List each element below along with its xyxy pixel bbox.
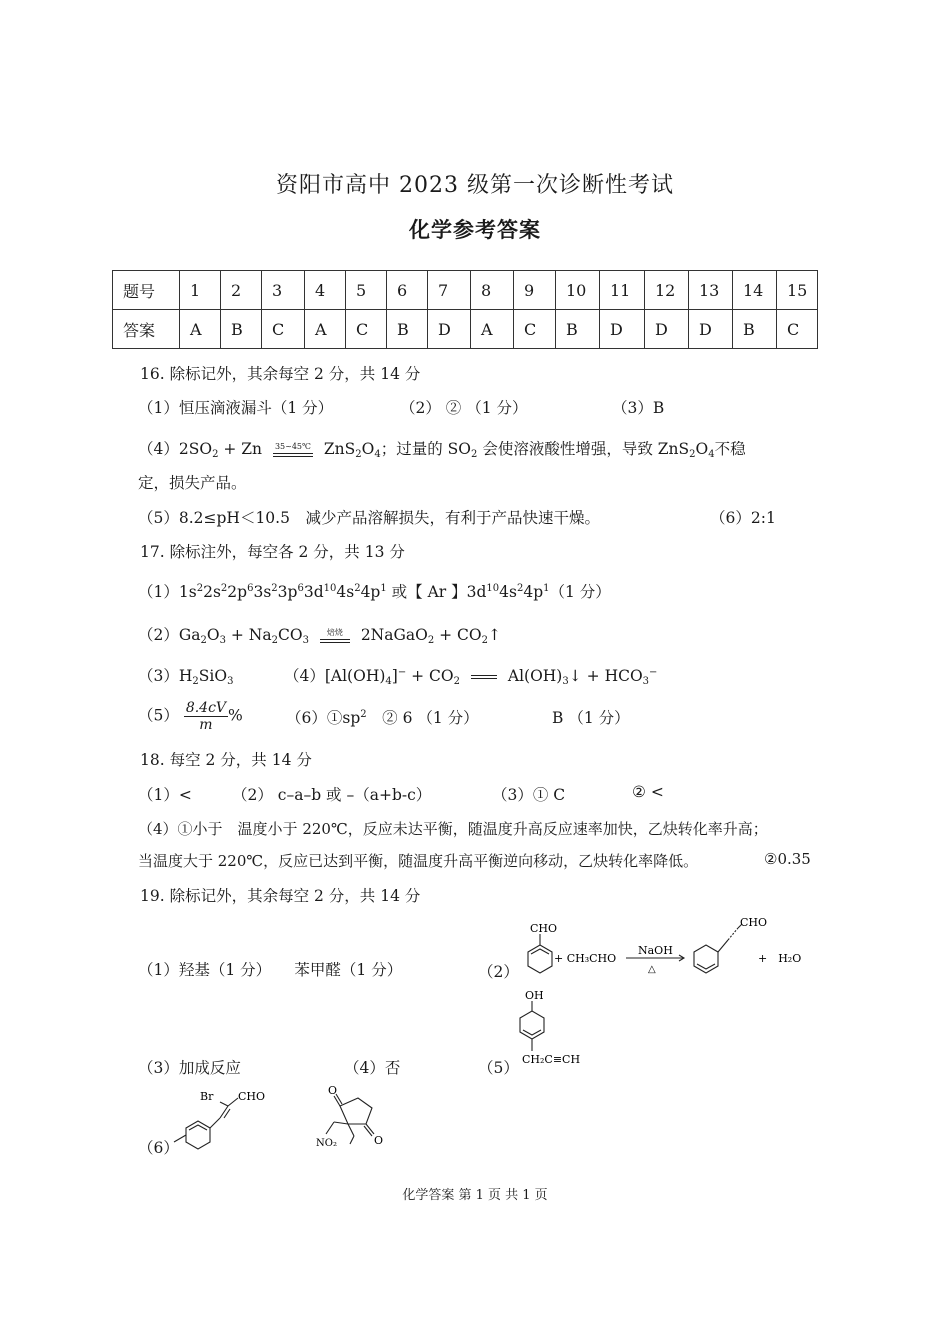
table-cell: A [180,310,221,349]
q18-part3: （3）① C [492,786,566,804]
row-label: 题号 [113,271,180,310]
q18-heading: 18. 每空 2 分，共 14 分 [140,751,312,769]
aldol-reaction-scheme [508,910,818,985]
table-cell: D [428,310,471,349]
q17-part6-b: B （1 分） [552,709,630,727]
table-cell: B [387,310,428,349]
heat-label: △ [648,964,656,975]
table-cell: 11 [600,271,645,310]
page-title: 资阳市高中 2023 级第一次诊断性考试 [276,173,674,198]
table-row-answers [113,310,818,349]
q16-part5: （5）8.2≤pH＜10.5 减少产品溶解损失，有利于产品快速干燥。 [138,509,600,527]
row-label: 答案 [113,310,180,349]
q19-part3: （3）加成反应 [138,1059,241,1077]
q17-part5: （5） $\frac{8.4cV}{m}$ % [138,700,243,733]
table-cell: B [221,310,262,349]
table-cell: 8 [471,271,514,310]
table-cell: 14 [733,271,777,310]
table-cell: D [645,310,689,349]
q16-part4: $(4)2SO_2 + Zn$ 35~45℃ $ZnS_2O_4$；过量的 $SO_2$ 会使溶液酸性增强，导致 $ZnS_2O_4$不稳 [138,440,746,460]
q19-part2-label: （2） [478,963,519,981]
table-cell: 9 [514,271,556,310]
q16-part3: （3）B [612,399,665,417]
table-cell: 3 [262,271,305,310]
table-cell: 4 [305,271,346,310]
table-cell: C [262,310,305,349]
table-cell: D [689,310,733,349]
q18-part4-line2: 当温度大于 220℃，反应已达到平衡，随温度升高平衡逆向移动，乙炔转化率降低。 [138,852,699,870]
table-cell: A [471,310,514,349]
table-cell: 6 [387,271,428,310]
q18-part1: （1）< [138,786,192,804]
q18-part3-b: ② < [632,783,664,801]
table-cell: 13 [689,271,733,310]
table-cell: 10 [556,271,600,310]
table-cell: 5 [346,271,387,310]
page-subtitle: 化学参考答案 [409,217,541,242]
table-cell: 1 [180,271,221,310]
cho-label: CHO [530,922,558,935]
nitro-diketone-structure [300,1082,400,1154]
q19-heading: 19. 除标记外，其余每空 2 分，共 14 分 [140,887,421,905]
table-cell: C [346,310,387,349]
q17-part2: $(2)Ga_2O_3 + Na_2CO_3$ 焙烧 2NaGaO$_2$ + $CO_2↑$ [138,626,501,646]
table-cell: C [514,310,556,349]
table-cell: 7 [428,271,471,310]
table-cell: A [305,310,346,349]
phenol-propargyl-structure [508,985,608,1075]
acetaldehyde-label: + CH₃CHO [554,952,617,965]
reaction-condition: 35~45℃ [273,443,313,457]
br-label: Br [200,1090,214,1103]
equals-sign [471,675,497,679]
cho-label: CHO [238,1090,266,1103]
q19-part6-label: （6） [138,1139,179,1157]
fraction: $\frac{8.4cV}{m}$ [185,700,227,733]
table-cell: 2 [221,271,262,310]
bromo-aldehyde-structure [168,1082,288,1152]
ketone-o-label: O [328,1084,338,1097]
table-cell: D [600,310,645,349]
oh-label: OH [525,989,544,1002]
q17-part1: $(1)1s^22s^22p^63s^23p^63d^{10}4s^24p^1$ 或【 Ar 】$3d^{10}4s^24p^1(1$ 分） [138,583,611,601]
table-row-numbers [113,271,818,310]
q16-part6: （6）2:1 [710,509,776,527]
ketone-o-label: O [374,1134,384,1147]
q16-part4-cont: 定，损失产品。 [138,474,247,492]
q19-part5-label: （5） [478,1059,519,1077]
q16-part1: （1）恒压滴液漏斗（1 分） [138,399,334,417]
q18-part2: （2） c–a–b 或 –（a+b-c） [232,786,432,804]
answer-table [112,270,818,349]
water-label: + H₂O [758,952,802,965]
q16-heading: 16. 除标记外，其余每空 2 分，共 14 分 [140,365,421,383]
cho-label: CHO [740,916,768,929]
naoh-label: NaOH [638,944,673,957]
table-cell: 15 [777,271,818,310]
no2-label: NO₂ [316,1138,337,1149]
propargyl-label: CH₂C≡CH [522,1053,581,1066]
table-cell: B [556,310,600,349]
q16-part2: （2） ② （1 分） [400,399,528,417]
q17-heading: 17. 除标注外，每空各 2 分，共 13 分 [140,543,405,561]
q17-part6: $(6)①sp^2$ ② 6 （1 分） [286,709,479,727]
table-cell: 12 [645,271,689,310]
q19-part1: （1）羟基（1 分） 苯甲醛（1 分） [138,961,403,979]
q17-part3: $(3)H_2SiO_3$ [138,667,234,687]
reaction-condition: 焙烧 [320,629,350,643]
q18-part4-end: ②0.35 [764,850,811,868]
q19-part4: （4）否 [344,1059,401,1077]
q17-part4: $(4)[Al(OH)_4]^- + CO_2$ $Al(OH)_3↓ + HCO_3^-$ [284,667,658,687]
table-cell: B [733,310,777,349]
page-footer: 化学答案 第 1 页 共 1 页 [402,1188,548,1203]
table-cell: C [777,310,818,349]
q18-part4-line1: （4）①小于 温度小于 220℃，反应未达平衡，随温度升高反应速率加快，乙炔转化率升高； [138,820,768,838]
